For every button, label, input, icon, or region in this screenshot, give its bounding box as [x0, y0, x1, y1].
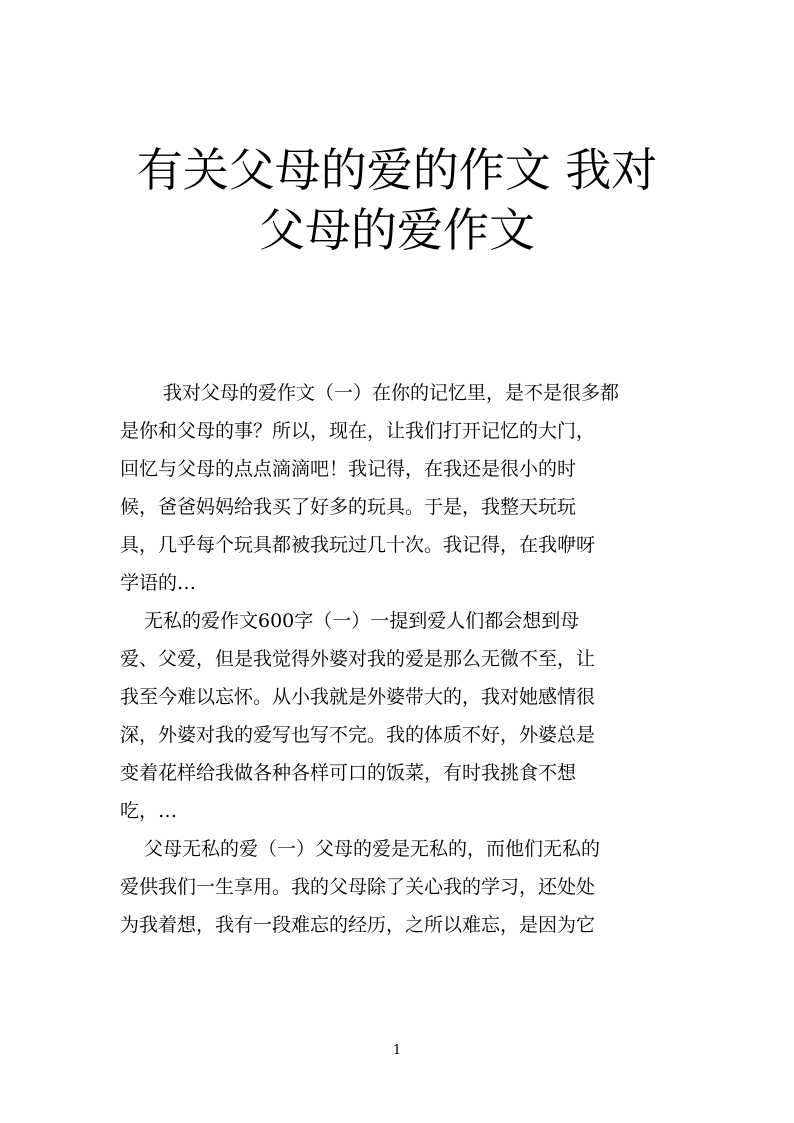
text-line: 我至今难以忘怀。从小我就是外婆带大的，我对她感情很: [120, 686, 596, 708]
text-line: 具，几乎每个玩具都被我玩过几十次。我记得，在我咿呀: [120, 534, 596, 556]
text-line: 父母无私的爱（一）父母的爱是无私的，而他们无私的: [144, 838, 601, 860]
document-title: [100, 140, 694, 260]
paragraph-1: [120, 374, 676, 602]
paragraph-3: [120, 830, 676, 944]
title-line-1: 有关父母的爱的作文 我对: [136, 143, 658, 197]
text-line: 我对父母的爱作文（一）在你的记忆里，是不是很多都: [144, 382, 620, 404]
text-line: 变着花样给我做各种各样可口的饭菜，有时我挑食不想: [120, 762, 577, 784]
text-line: 深，外婆对我的爱写也写不完。我的体质不好，外婆总是: [120, 724, 596, 746]
text-line: 候，爸爸妈妈给我买了好多的玩具。于是，我整天玩玩: [120, 496, 577, 518]
text-line: 无私的爱作文600字（一）一提到爱人们都会想到母: [144, 610, 580, 632]
title-line-2: 父母的爱作文: [259, 203, 535, 257]
text-line: 学语的…: [120, 572, 197, 594]
document-body: [120, 374, 676, 944]
text-line: 吃，…: [120, 800, 178, 822]
text-line: 回忆与父母的点点滴滴吧！我记得，在我还是很小的时: [120, 458, 577, 480]
page-number: 1: [392, 1043, 402, 1058]
text-line: 爱、父爱，但是我觉得外婆对我的爱是那么无微不至，让: [120, 648, 596, 670]
text-line: 为我着想，我有一段难忘的经历，之所以难忘，是因为它: [120, 914, 596, 936]
text-line: 爱供我们一生享用。我的父母除了关心我的学习，还处处: [120, 876, 596, 898]
paragraph-2: [120, 602, 676, 830]
text-line: 是你和父母的事？所以，现在，让我们打开记忆的大门，: [120, 420, 596, 442]
